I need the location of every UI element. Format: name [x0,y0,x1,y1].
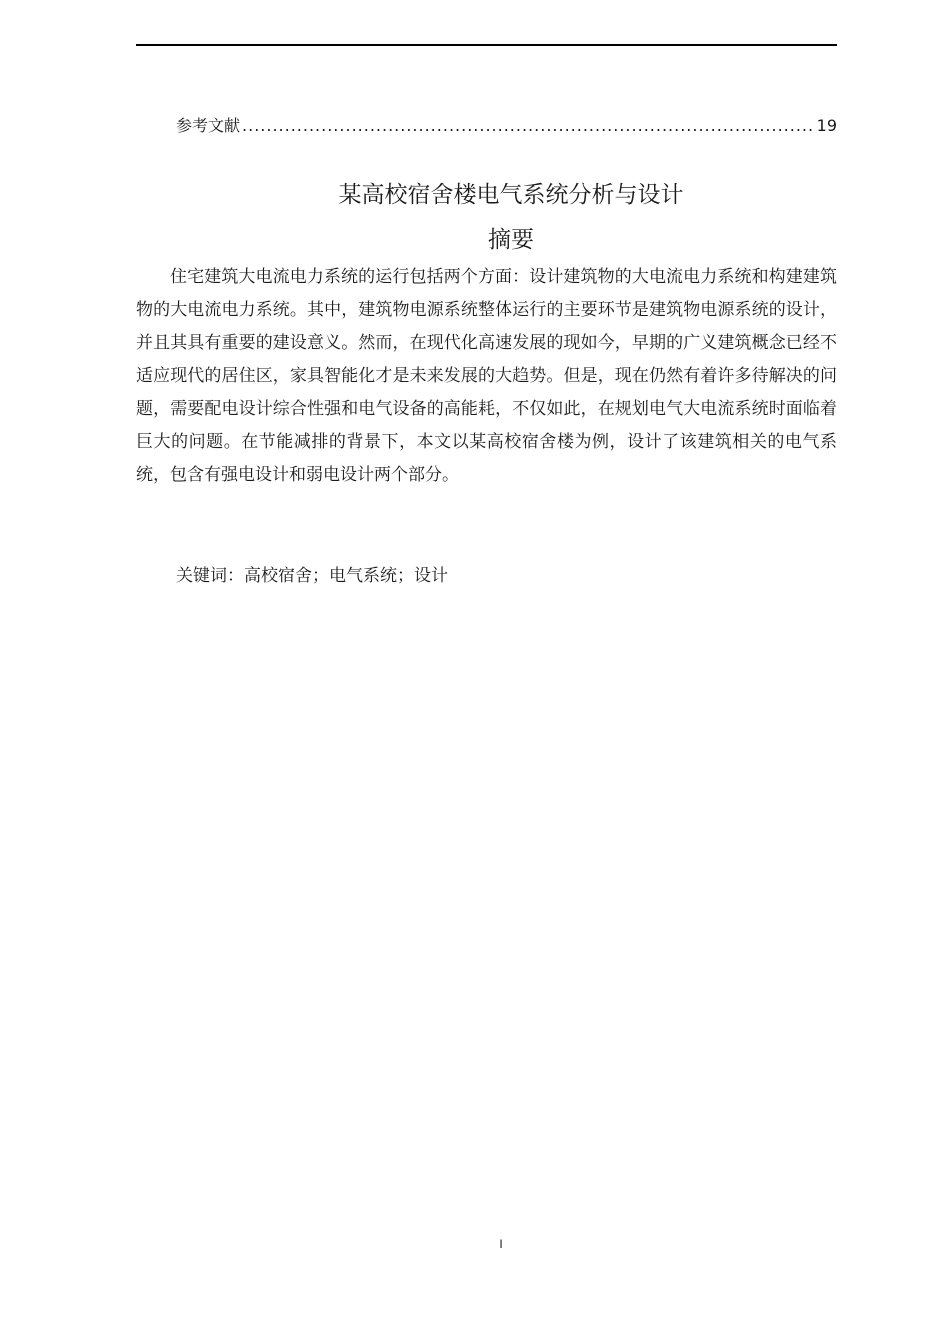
toc-entry-label: 参考文献 [176,116,241,135]
toc-dot-leader [242,114,815,138]
page-number: I [499,1237,503,1251]
paper-title: 某高校宿舍楼电气系统分析与设计 [338,182,684,208]
toc-entry-references[interactable] [176,114,837,138]
keywords-line: 关键词：高校宿舍；电气系统；设计 [176,566,448,586]
abstract-body: 住宅建筑大电流电力系统的运行包括两个方面：设计建筑物的大电流电力系统和构建建筑物的大电流电力系统。其中，建筑物电源系统整体运行的主要环节是建筑物电源系统的设计，并且其具有重要的建设意义。然而，在现代化高速发展的现如今，早期的广义建筑概念已经不适应现代的居住区，家具智能化才是未来发展的大趋势。但是，现在仍然有着许多待解决的问题，需要配电设计综合性强和电气设备的高能耗，不仅如此，在规划电气大电流系统时面临着巨大的问题。在节能减排的背景下，本文以某高校宿舍楼为例，设计了该建筑相关的电气系统，包含有强电设计和弱电设计两个部分。 [136,267,837,485]
header-rule [136,44,837,46]
toc-entry-page-number: 19 [816,116,837,135]
abstract-heading: 摘要 [488,227,534,253]
